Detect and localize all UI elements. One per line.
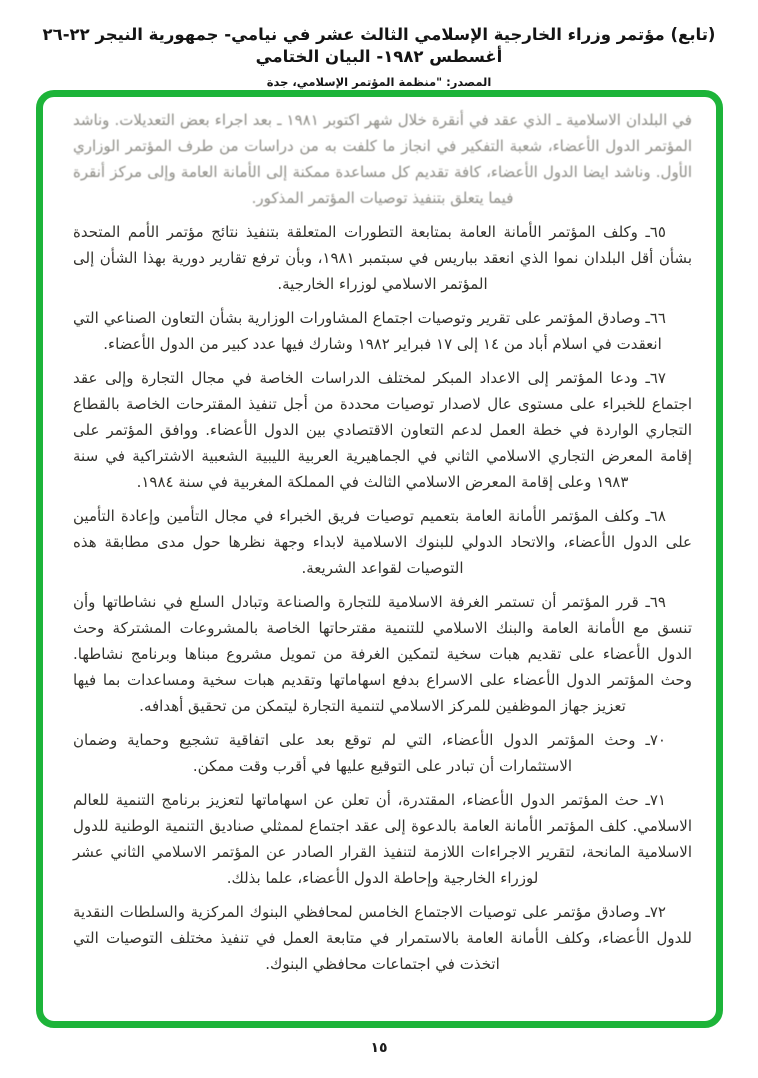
paragraph-continuation: في البلدان الاسلامية ـ الذي عقد في أنقرة خلال شهر اكتوبر ١٩٨١ ـ بعد اجراء بعض التعديلات. وناشد المؤتمر الدول الأعضاء، شعبة التفكير في انجاز ما كلفت به من دراسات من طرف المؤتمر الوزاري الأول. وناشد ايضا الدول الأعضاء، كافة تقديم كل مساعدة ممكنة إلى الأمانة العامة وإلى مركز أنقرة فيما يتعلق بتنفيذ توصيات المؤتمر المذكور.: [73, 111, 692, 207]
document-header: [0, 0, 758, 89]
paragraph-71: ٧١ـ حث المؤتمر الدول الأعضاء، المقتدرة، أن تعلن عن اسهاماتها لتعزيز برنامج التنمية للعالم الاسلامي. كلف المؤتمر الأمانة العامة بالدعوة إلى عقد اجتماع لممثلي صناديق التنمية الوطنية للدول الاسلامية المانحة، لتقرير الاجراءات اللازمة لتنفيذ القرار الصادر عن المؤتمر الاسلامي الثاني عشر لوزراء الخارجية وإحاطة الدول الأعضاء، علما بذلك.: [73, 791, 692, 887]
content-frame: [36, 90, 723, 1028]
source-line: المصدر: "منظمة المؤتمر الإسلامي، جدة: [266, 75, 492, 89]
paragraph-69: ٦٩ـ قرر المؤتمر أن تستمر الغرفة الاسلامية للتجارة والصناعة وتبادل السلع في نشاطاتها وأن تنسق مع الأمانة العامة والبنك الاسلامي للتنمية مقترحاتها الخاصة بالمشروعات المشتركة وحث الدول الأعضاء على تقديم هبات سخية لتمكين الغرفة من تمويل مشروع مبناها وبرنامج نشاطها. وحث المؤتمر الدول الأعضاء على الاسراع بدفع اسهاماتها وتقديم هبات سخية ومساعدات بما فيها تعزيز جهاز الموظفين للمركز الاسلامي لتنمية التجارة ليتمكن من تحقيق أهدافه.: [73, 593, 692, 715]
page-title: (تابع) مؤتمر وزراء الخارجية الإسلامي الثالث عشر في نيامي- جمهورية النيجر ٢٢-٢٦ أغسطس ١٩٨٢- البيان الختامي: [42, 25, 716, 66]
paragraph-70: ٧٠ـ وحث المؤتمر الدول الأعضاء، التي لم توقع بعد على اتفاقية تشجيع وحماية وضمان الاستثمارات أن تبادر على التوقيع عليها في أقرب وقت ممكن.: [73, 731, 666, 775]
paragraph-67: ٦٧ـ ودعا المؤتمر إلى الاعداد المبكر لمختلف الدراسات الخاصة في مجال التجارة وإلى عقد اجتماع للخبراء على مستوى عال لاصدار توصيات محددة من أجل تنفيذ المقترحات الخاصة بالقطاع التجاري الواردة في خطة العمل لدعم التعاون الاقتصادي بين الدول الأعضاء. ووافق المؤتمر على إقامة المعرض التجاري الاسلامي الثاني في الجماهيرية العربية الليبية الشعبية الاشتراكية في سنة ١٩٨٣ وعلى إقامة المعرض الاسلامي الثالث في المملكة المغربية في سنة ١٩٨٤.: [73, 369, 692, 491]
paragraph-68: ٦٨ـ وكلف المؤتمر الأمانة العامة بتعميم توصيات فريق الخبراء في مجال التأمين وإعادة التأمين على الدول الأعضاء، والاتحاد الدولي للبنوك الاسلامية لابداء وجهة نظرها حول مدى مطابقة هذه التوصيات لقواعد الشريعة.: [73, 507, 692, 577]
paragraph-66: ٦٦ـ وصادق المؤتمر على تقرير وتوصيات اجتماع المشاورات الوزارية بشأن التعاون الصناعي التي انعقدت في اسلام أباد من ١٤ إلى ١٧ فبراير ١٩٨٢ وشارك فيها عدد كبير من الدول الأعضاء.: [73, 309, 666, 353]
page-number: ١٥: [370, 1040, 388, 1056]
paragraph-65: ٦٥ـ وكلف المؤتمر الأمانة العامة بمتابعة التطورات المتعلقة بتنفيذ نتائج مؤتمر الأمم المتحدة بشأن أقل البلدان نموا الذي انعقد بباريس في سبتمبر ١٩٨١، وبأن ترفع تقارير دورية بهذا الشأن إلى المؤتمر الاسلامي لوزراء الخارجية.: [73, 223, 692, 293]
paragraph-72: ٧٢ـ وصادق مؤتمر على توصيات الاجتماع الخامس لمحافظي البنوك المركزية والسلطات النقدية للدول الأعضاء، وكلف الأمانة العامة بالاستمرار في متابعة العمل في تنفيذ مختلف التوصيات التي اتخذت في اجتماعات محافظي البنوك.: [73, 903, 692, 973]
